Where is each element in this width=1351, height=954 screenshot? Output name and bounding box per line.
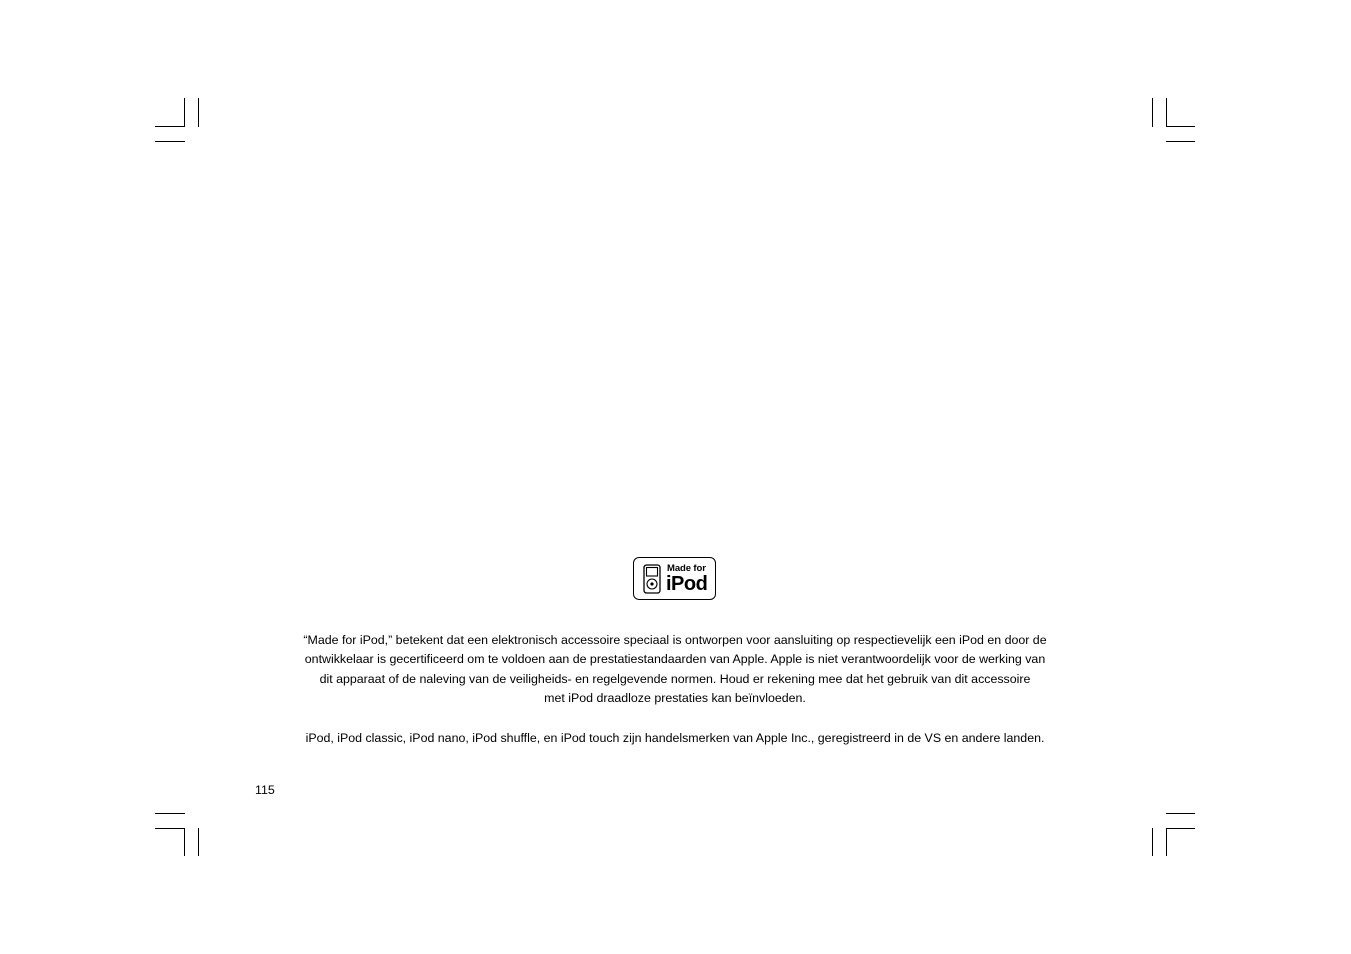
crop-mark-top-left-v1: [184, 98, 185, 127]
page-number: 115: [255, 783, 275, 797]
crop-mark-bottom-right-h1: [1166, 813, 1195, 814]
made-for-ipod-disclaimer: [270, 631, 1080, 708]
ipod-device-icon: [643, 564, 661, 594]
crop-mark-top-right-h1: [1166, 126, 1195, 127]
crop-mark-top-right-v1: [1152, 98, 1153, 127]
crop-mark-bottom-left-v1: [184, 828, 185, 856]
disclaimer-line: met iPod draadloze prestaties kan beïnvloeden.: [544, 690, 806, 705]
badge-ipod-text: iPod: [666, 573, 708, 595]
crop-mark-bottom-right-v2: [1166, 828, 1167, 856]
crop-mark-bottom-right-h2: [1166, 828, 1195, 829]
badge-made-for-text: Made for: [667, 563, 706, 574]
disclaimer-line: “Made for iPod,” betekent dat een elektronisch accessoire speciaal is ontworpen voor aansluiting op respectievelijk een iPod en door de: [303, 633, 1047, 647]
crop-mark-top-left-h2: [155, 141, 185, 142]
crop-mark-top-left-h1: [155, 126, 185, 127]
crop-mark-bottom-right-v1: [1152, 828, 1153, 856]
crop-mark-top-right-h2: [1166, 141, 1195, 142]
crop-mark-top-right-v2: [1166, 98, 1167, 127]
crop-mark-bottom-left-v2: [198, 828, 199, 856]
trademark-notice: iPod, iPod classic, iPod nano, iPod shuffle, en iPod touch zijn handelsmerken van Apple Inc., geregistreerd in de VS en andere landen.: [305, 731, 1045, 745]
disclaimer-line: dit apparaat of de naleving van de veiligheids- en regelgevende normen. Houd er rekening mee dat het gebruik van dit accessoire: [319, 671, 1031, 686]
crop-mark-bottom-left-h2: [155, 828, 185, 829]
crop-mark-top-left-v2: [198, 98, 199, 127]
made-for-ipod-badge: [633, 557, 716, 600]
disclaimer-line: ontwikkelaar is gecertificeerd om te voldoen aan de prestatiestandaarden van Apple. Apple is niet verantwoordelijk voor de werking van: [304, 652, 1046, 667]
crop-mark-bottom-left-h1: [155, 813, 185, 814]
